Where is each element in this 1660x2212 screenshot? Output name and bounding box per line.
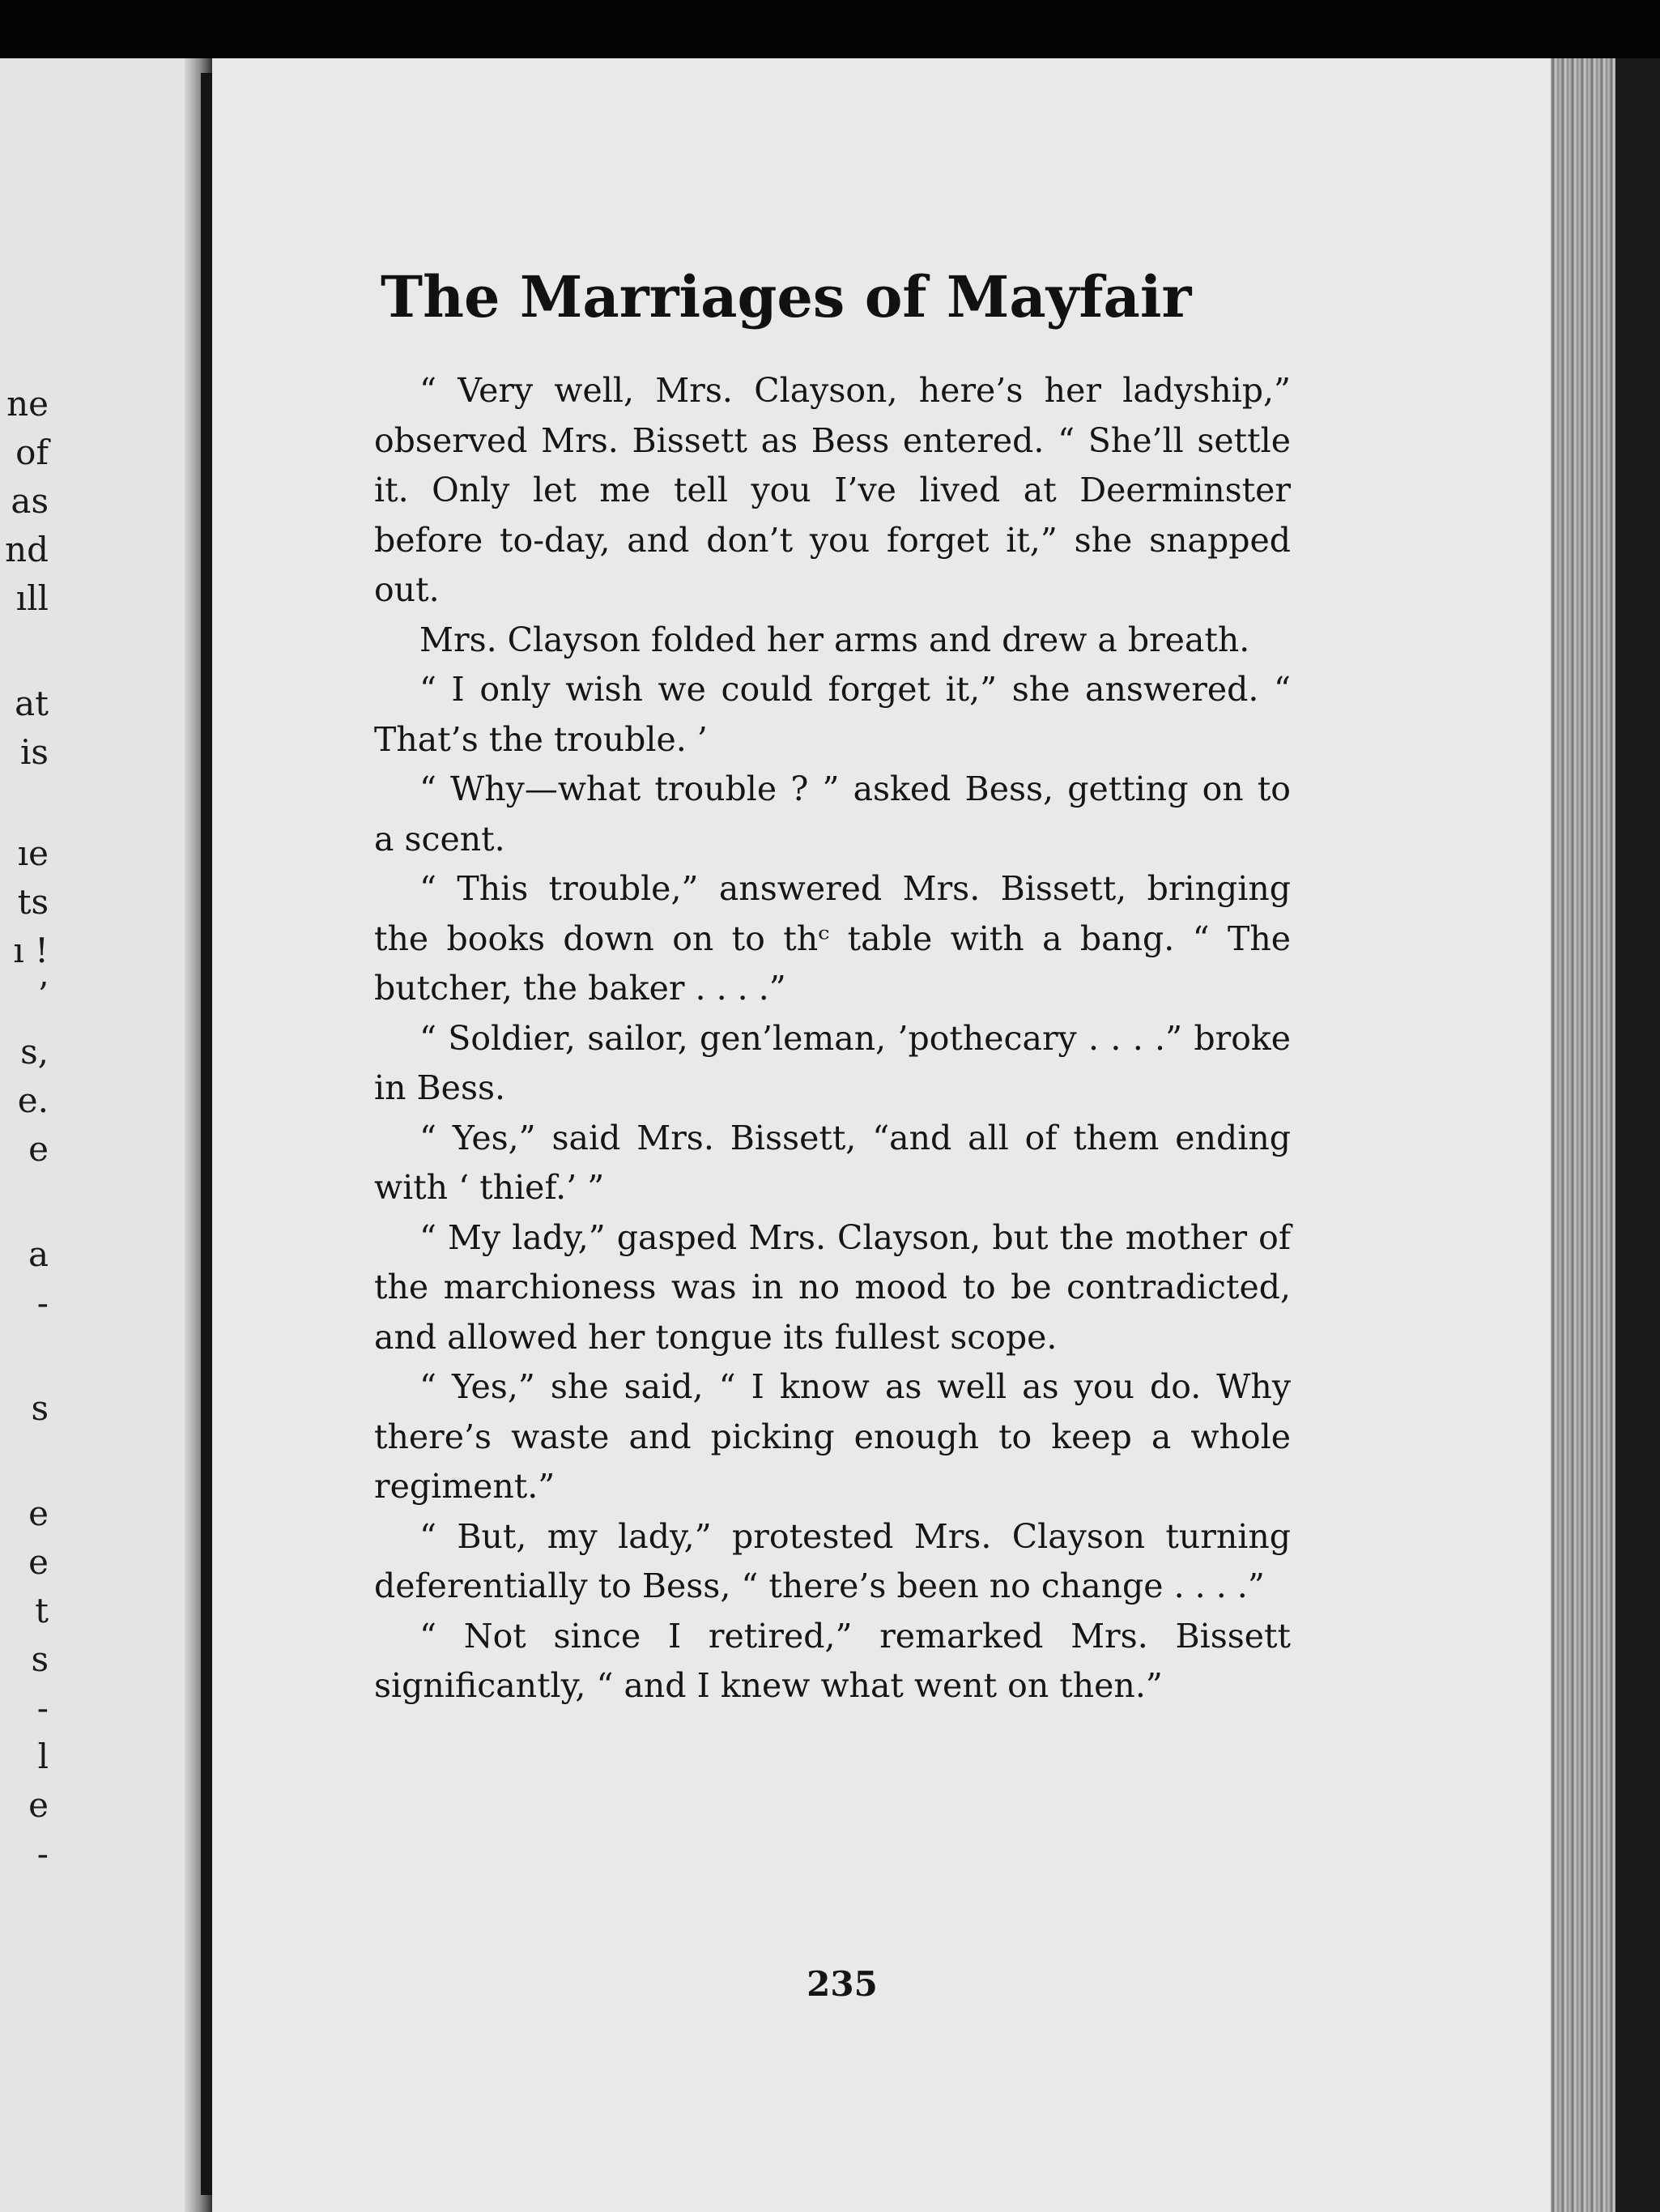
previous-page-line-fragment: a [28,1234,49,1274]
previous-page-line-fragment: ı ! [13,931,49,970]
previous-page-line-fragment: s [31,1639,49,1679]
paragraph: “ I only wish we could forget it,” she answered. “ That’s the trouble. ’ [374,670,1291,759]
previous-page-line-fragment: ts [17,882,49,922]
previous-page-line-fragment: - [36,1834,49,1873]
previous-page-line-fragment: e [28,1494,49,1533]
previous-page-line-fragment: is [20,732,49,772]
previous-page-line-fragment: e [28,1129,49,1169]
scan-right-border [1615,58,1660,2212]
previous-page-line-fragment: t [35,1591,49,1630]
previous-page-line-fragment: of [15,433,49,472]
previous-page-line-fragment: s, [20,1032,49,1072]
paragraph: “ Very well, Mrs. Clayson, here’s her ladyship,” observed Mrs. Bissett as Bess entered. “ She’ll settle it. Only let me tell you I’ve lived at Deerminster before to-day, and don’t you forget it,” she snapped out. [374,371,1291,609]
gutter-spine-line [201,73,212,2195]
paragraph: “ This trouble,” answered Mrs. Bissett, bringing the books down on to thᶜ table with a bang. “ The butcher, the baker . . . .” [374,869,1291,1008]
paragraph: “ But, my lady,” protested Mrs. Clayson turning deferentially to Bess, “ there’s been no change . . . .” [374,1516,1291,1605]
previous-page-line-fragment: ıe [17,833,49,873]
paragraph: “ My lady,” gasped Mrs. Clayson, but the mother of the marchioness was in no mood to be contradicted, and allowed her tongue its fullest scope. [374,1217,1291,1357]
previous-page-line-fragment: ’ [37,975,49,1015]
previous-page-line-fragment: - [36,1283,49,1323]
previous-page-line-fragment: at [15,684,49,723]
previous-page-line-fragment: ıll [15,578,49,618]
previous-page-line-fragment: - [36,1688,49,1728]
paragraph: “ Yes,” she said, “ I know as well as you do. Why there’s waste and picking enough to keep a whole regiment.” [374,1367,1291,1506]
page-body [374,366,1291,1711]
paragraph: “ Not since I retired,” remarked Mrs. Bissett significantly, “ and I knew what went on then.” [374,1616,1291,1705]
previous-page-line-fragment: e [28,1785,49,1825]
previous-page-line-fragment: e. [17,1080,49,1120]
paragraph: “ Why—what trouble ? ” asked Bess, getting on to a scent. [374,769,1291,859]
paragraph: Mrs. Clayson folded her arms and drew a breath. [419,620,1250,659]
paragraph: “ Yes,” said Mrs. Bissett, “and all of them ending with ‘ thief.’ ” [374,1118,1291,1207]
previous-page-line-fragment: nd [5,530,49,569]
previous-page-line-fragment: as [11,481,49,521]
previous-page-line-fragment: l [37,1737,49,1776]
page-number: 235 [807,1964,878,2004]
running-title: The Marriages of Mayfair [381,263,1192,330]
previous-page-line-fragment: e [28,1542,49,1582]
paragraph: “ Soldier, sailor, gen’leman, ’pothecary . . . .” broke in Bess. [374,1018,1291,1107]
previous-page-line-fragment: s [31,1388,49,1428]
scan-top-border [0,0,1660,65]
previous-page-line-fragment: ne [6,384,49,424]
